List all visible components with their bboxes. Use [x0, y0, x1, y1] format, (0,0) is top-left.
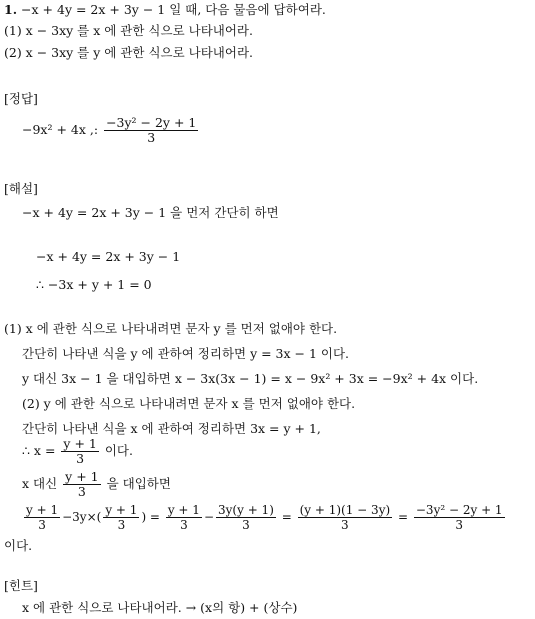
problem-statement [4, 2, 326, 18]
derivation-mid: −3y×( [62, 510, 102, 524]
part2-line3-fraction [61, 437, 98, 466]
fraction-numerator: y + 1 [63, 436, 97, 451]
part2-line4-fraction [63, 470, 100, 499]
fraction-denominator: 3 [76, 451, 85, 466]
fraction-denominator: 3 [38, 518, 46, 532]
derivation-end: 이다. [4, 538, 33, 553]
equation-1: −x + 4y = 2x + 3y − 1 [36, 249, 181, 264]
derivation-fraction-b [103, 503, 139, 532]
fraction-denominator: 3 [77, 484, 86, 499]
part2-line4-suffix: 을 대입하면 [106, 476, 171, 491]
answer-part2-fraction [104, 116, 198, 145]
fraction-numerator: y + 1 [26, 503, 59, 517]
hint-text: x 에 관한 식으로 나타내어라. → (x의 항) + (상수) [22, 600, 298, 615]
fraction-numerator: 3y(y + 1) [218, 503, 274, 517]
derivation-close: ) = [141, 510, 160, 524]
fraction-denominator: 3 [242, 518, 250, 532]
fraction-numerator: y + 1 [105, 503, 138, 517]
fraction-numerator: y + 1 [65, 469, 99, 484]
part1-line3: y 대신 3x − 1 을 대입하면 x − 3x(3x − 1) = x − 9x² + 3x = −9x² + 4x 이다. [22, 371, 479, 386]
answer-line [22, 113, 200, 147]
fraction-denominator: 3 [147, 130, 156, 145]
derivation-fraction-f [414, 503, 505, 532]
part2-line3 [22, 434, 133, 468]
fraction-denominator: 3 [455, 518, 464, 532]
fraction-numerator: −3y² − 2y + 1 [415, 503, 503, 517]
part2-line3-prefix: ∴ x = [22, 443, 56, 458]
hint-heading: [힌트] [4, 578, 38, 593]
problem-number: 1. [4, 2, 18, 17]
part1-line1: (1) x 에 관한 식으로 나타내려면 문자 y 를 먼저 없애야 한다. [4, 321, 338, 336]
equation-2: ∴ −3x + y + 1 = 0 [36, 277, 152, 292]
fraction-denominator: 3 [117, 518, 126, 532]
fraction-numerator: y + 1 [167, 503, 200, 517]
part2-line4-prefix: x 대신 [22, 476, 58, 491]
derivation-fraction-d [216, 503, 276, 532]
explanation-intro: −x + 4y = 2x + 3y − 1 을 먼저 간단히 하면 [22, 205, 279, 220]
derivation-fraction-c [166, 503, 202, 532]
derivation-equals-1: = [281, 510, 292, 524]
part2-line2: 간단히 나타낸 식을 x 에 관하여 정리하면 3x = y + 1, [22, 421, 321, 436]
derivation-equals-2: = [397, 510, 409, 524]
fraction-denominator: 3 [180, 518, 188, 532]
part2-line4 [22, 467, 171, 501]
fraction-numerator: −3y² − 2y + 1 [106, 115, 197, 130]
answer-part1: −9x² + 4x ,: [22, 122, 99, 137]
question-2: (2) x − 3xy 를 y 에 관한 식으로 나타내어라. [4, 45, 253, 60]
explanation-heading: [해설] [4, 181, 38, 196]
derivation-line [22, 500, 507, 534]
derivation-minus: − [203, 510, 214, 524]
question-1: (1) x − 3xy 를 x 에 관한 식으로 나타내어라. [4, 23, 253, 38]
fraction-denominator: 3 [341, 518, 349, 532]
problem-stem: −x + 4y = 2x + 3y − 1 일 때, 다음 물음에 답하여라. [21, 2, 326, 17]
part2-line3-suffix: 이다. [104, 443, 133, 458]
answer-heading: [정답] [4, 91, 38, 106]
fraction-numerator: (y + 1)(1 − 3y) [299, 503, 391, 517]
derivation-fraction-e [298, 503, 393, 532]
part2-line1: (2) y 에 관한 식으로 나타내려면 문자 x 를 먼저 없애야 한다. [22, 396, 356, 411]
part1-line2: 간단히 나타낸 식을 y 에 관하여 정리하면 y = 3x − 1 이다. [22, 346, 350, 361]
derivation-fraction-a [24, 503, 60, 532]
